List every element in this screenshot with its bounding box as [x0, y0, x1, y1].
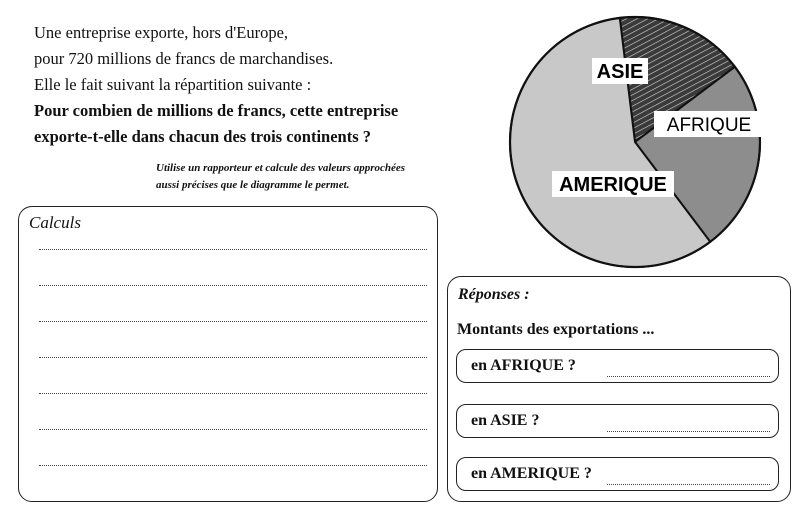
hint-line-2: aussi précises que le diagramme le permet. — [156, 179, 350, 191]
reponses-title: Réponses : — [458, 286, 530, 303]
intro-line-3: Elle le fait suivant la répartition suivante : — [34, 75, 312, 94]
pie-label-asie-text: ASIE — [596, 61, 644, 83]
question-line-1: Pour combien de millions de francs, cette entreprise — [34, 101, 399, 120]
intro-line-1: Une entreprise exporte, hors d'Europe, — [34, 23, 289, 42]
hint-line-1: Utilise un rapporteur et calcule des valeurs approchées — [156, 162, 406, 174]
calculs-dotted-line-4[interactable] — [39, 357, 427, 358]
calculs-dotted-line-7[interactable] — [39, 465, 427, 466]
pie-label-afrique — [654, 111, 764, 137]
calculs-box — [18, 206, 438, 502]
question-line-2: exporte-t-elle dans chacun des trois continents ? — [34, 127, 372, 146]
answer-amerique — [456, 457, 779, 491]
answer-afrique — [456, 349, 779, 383]
calculs-dotted-line-2[interactable] — [39, 285, 427, 286]
calculs-dotted-line-5[interactable] — [39, 393, 427, 394]
answer-amerique-field[interactable] — [607, 484, 770, 485]
pie-label-amerique-text: AMERIQUE — [559, 174, 667, 196]
answer-asie-label: en ASIE ? — [471, 412, 540, 429]
answer-amerique-label: en AMERIQUE ? — [471, 465, 592, 482]
calculs-dotted-line-6[interactable] — [39, 429, 427, 430]
answer-afrique-field[interactable] — [607, 376, 770, 377]
pie-label-amerique — [552, 171, 674, 197]
intro-line-2: pour 720 millions de francs de marchandises. — [34, 49, 334, 68]
pie-label-asie — [592, 58, 648, 84]
calculs-dotted-line-1[interactable] — [39, 249, 427, 250]
answer-afrique-label: en AFRIQUE ? — [471, 357, 576, 374]
reponses-box — [447, 276, 791, 502]
pie-chart — [500, 12, 774, 274]
pie-label-afrique-text: AFRIQUE — [666, 115, 752, 136]
hint-text — [156, 160, 496, 194]
answer-asie — [456, 404, 779, 438]
calculs-title: Calculs — [29, 213, 81, 232]
calculs-dotted-line-3[interactable] — [39, 321, 427, 322]
reponses-subtitle: Montants des exportations ... — [457, 321, 655, 338]
intro-text — [34, 20, 504, 150]
answer-asie-field[interactable] — [607, 431, 770, 432]
